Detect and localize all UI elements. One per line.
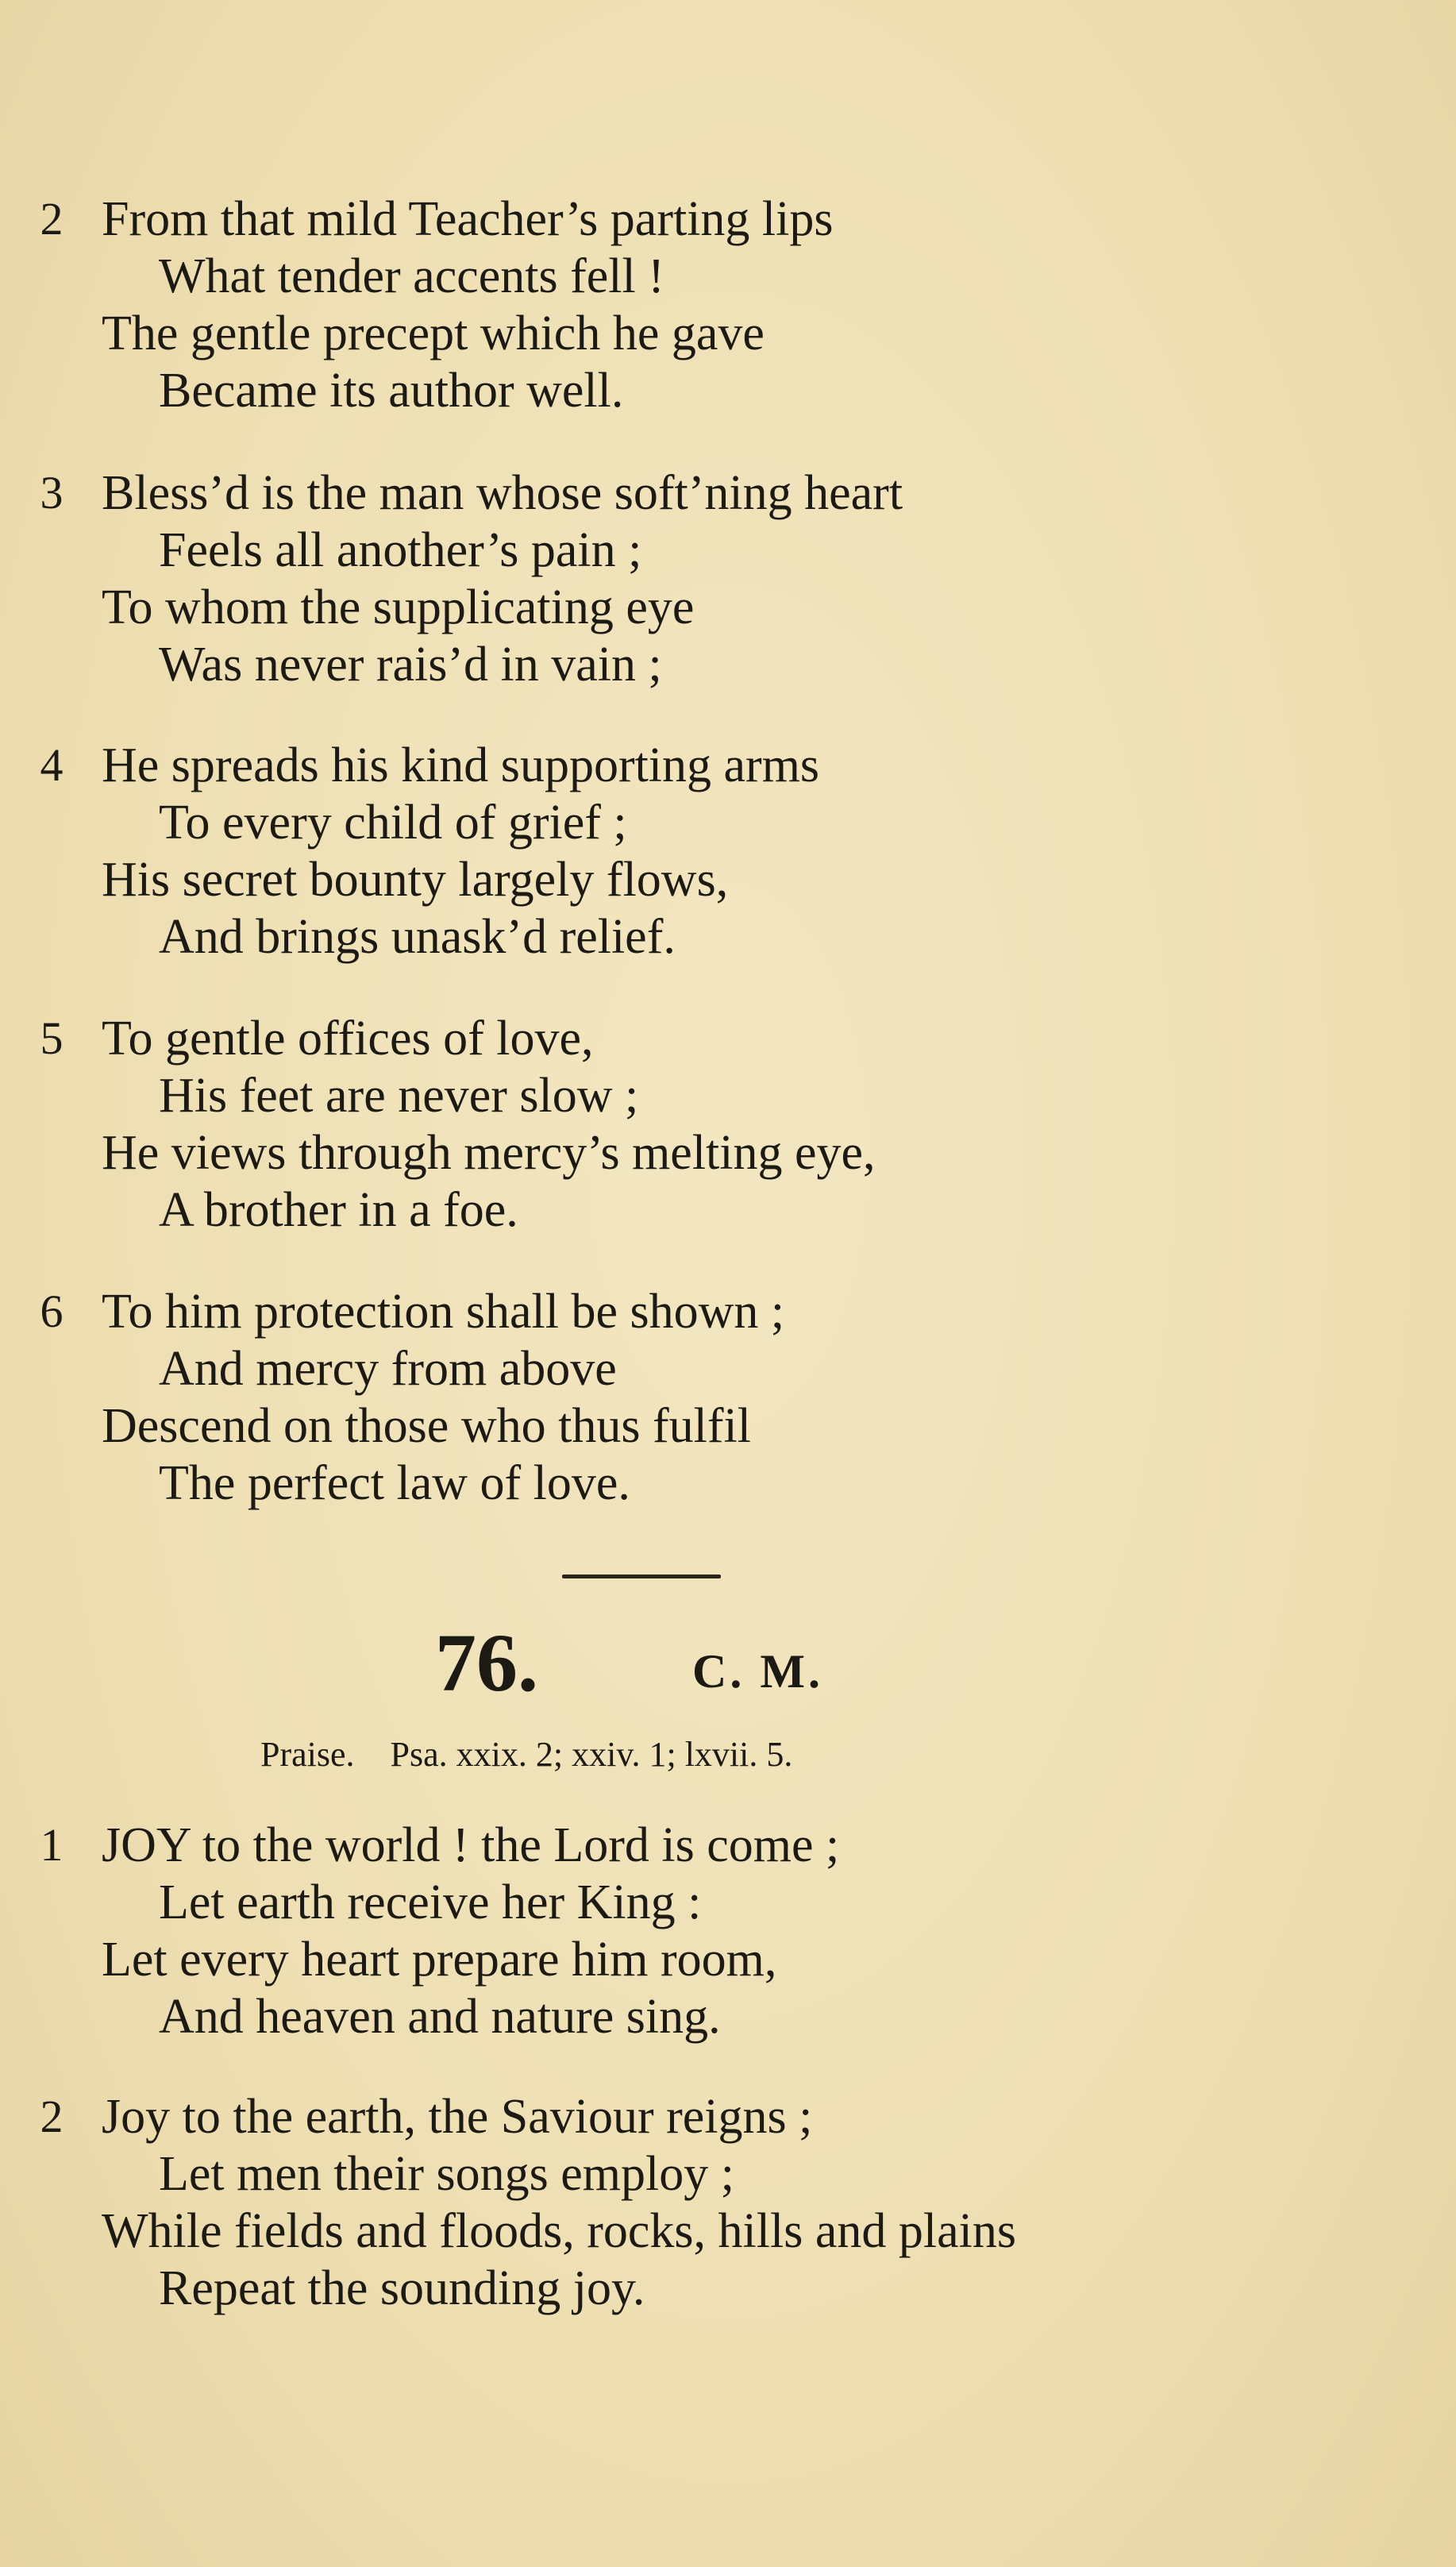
verse-line: Let men their songs employ ; xyxy=(159,2147,734,2201)
verse-number: 5 xyxy=(40,1012,64,1064)
verse-line: His secret bounty largely flows, xyxy=(102,853,729,907)
verse-line: Feels all another’s pain ; xyxy=(159,523,642,577)
verse-line: To whom the supplicating eye xyxy=(102,580,695,634)
section-divider xyxy=(562,1575,721,1578)
verse-line: He spreads his kind supporting arms xyxy=(102,738,820,792)
verse-line: While fields and floods, rocks, hills and plains xyxy=(102,2204,1016,2258)
verse-line: Descend on those who thus fulfil xyxy=(102,1399,751,1453)
verse-line: His feet are never slow ; xyxy=(159,1069,639,1123)
verse-line: The perfect law of love. xyxy=(159,1456,630,1510)
hymn-subject-line xyxy=(260,1731,819,1779)
verse-line: And heaven and nature sing. xyxy=(159,1990,721,2044)
verse-number: 2 xyxy=(40,2091,64,2142)
verse-line: Repeat the sounding joy. xyxy=(159,2261,645,2315)
verse-line: Was never rais’d in vain ; xyxy=(159,638,662,692)
verse-line: Let earth receive her King : xyxy=(159,1875,702,1929)
verse-line: A brother in a foe. xyxy=(159,1183,518,1237)
verse-number: 6 xyxy=(40,1285,64,1337)
hymn-76-verse-2 xyxy=(32,2088,1381,2317)
scripture-references: Psa. xxix. 2; xxiv. 1; lxvii. 5. xyxy=(390,1735,793,1774)
verse-6 xyxy=(32,1283,1381,1512)
verse-5 xyxy=(32,1010,1381,1239)
verse-line: What tender accents fell ! xyxy=(159,249,664,303)
verse-line: Bless’d is the man whose soft’ning heart xyxy=(102,466,903,520)
hymn-heading xyxy=(0,1617,1456,1709)
verse-3 xyxy=(32,464,1381,693)
verse-line: And brings unask’d relief. xyxy=(159,910,676,964)
hymn-number: 76. xyxy=(435,1617,538,1709)
verse-number: 4 xyxy=(40,739,64,791)
verse-line: From that mild Teacher’s parting lips xyxy=(102,192,834,246)
verse-number: 3 xyxy=(40,467,64,518)
verse-line: He views through mercy’s melting eye, xyxy=(102,1126,876,1180)
verse-line: JOY to the world ! the Lord is come ; xyxy=(102,1818,840,1872)
hymn-meter: C. M. xyxy=(692,1645,823,1698)
verse-line: To him protection shall be shown ; xyxy=(102,1285,785,1339)
verse-4 xyxy=(32,737,1381,966)
hymn-subject: Praise. xyxy=(260,1735,355,1774)
verse-2 xyxy=(32,191,1381,419)
verse-line: Joy to the earth, the Saviour reigns ; xyxy=(102,2090,813,2144)
verse-number: 2 xyxy=(40,193,64,245)
hymn-76-verse-1 xyxy=(32,1817,1381,2045)
verse-line: To every child of grief ; xyxy=(159,796,627,850)
verse-number: 1 xyxy=(40,1819,64,1871)
verse-line: To gentle offices of love, xyxy=(102,1012,594,1066)
verse-line: And mercy from above xyxy=(159,1342,617,1396)
verse-line: Became its author well. xyxy=(159,364,624,418)
verse-line: The gentle precept which he gave xyxy=(102,306,765,360)
verse-line: Let every heart prepare him room, xyxy=(102,1933,777,1987)
